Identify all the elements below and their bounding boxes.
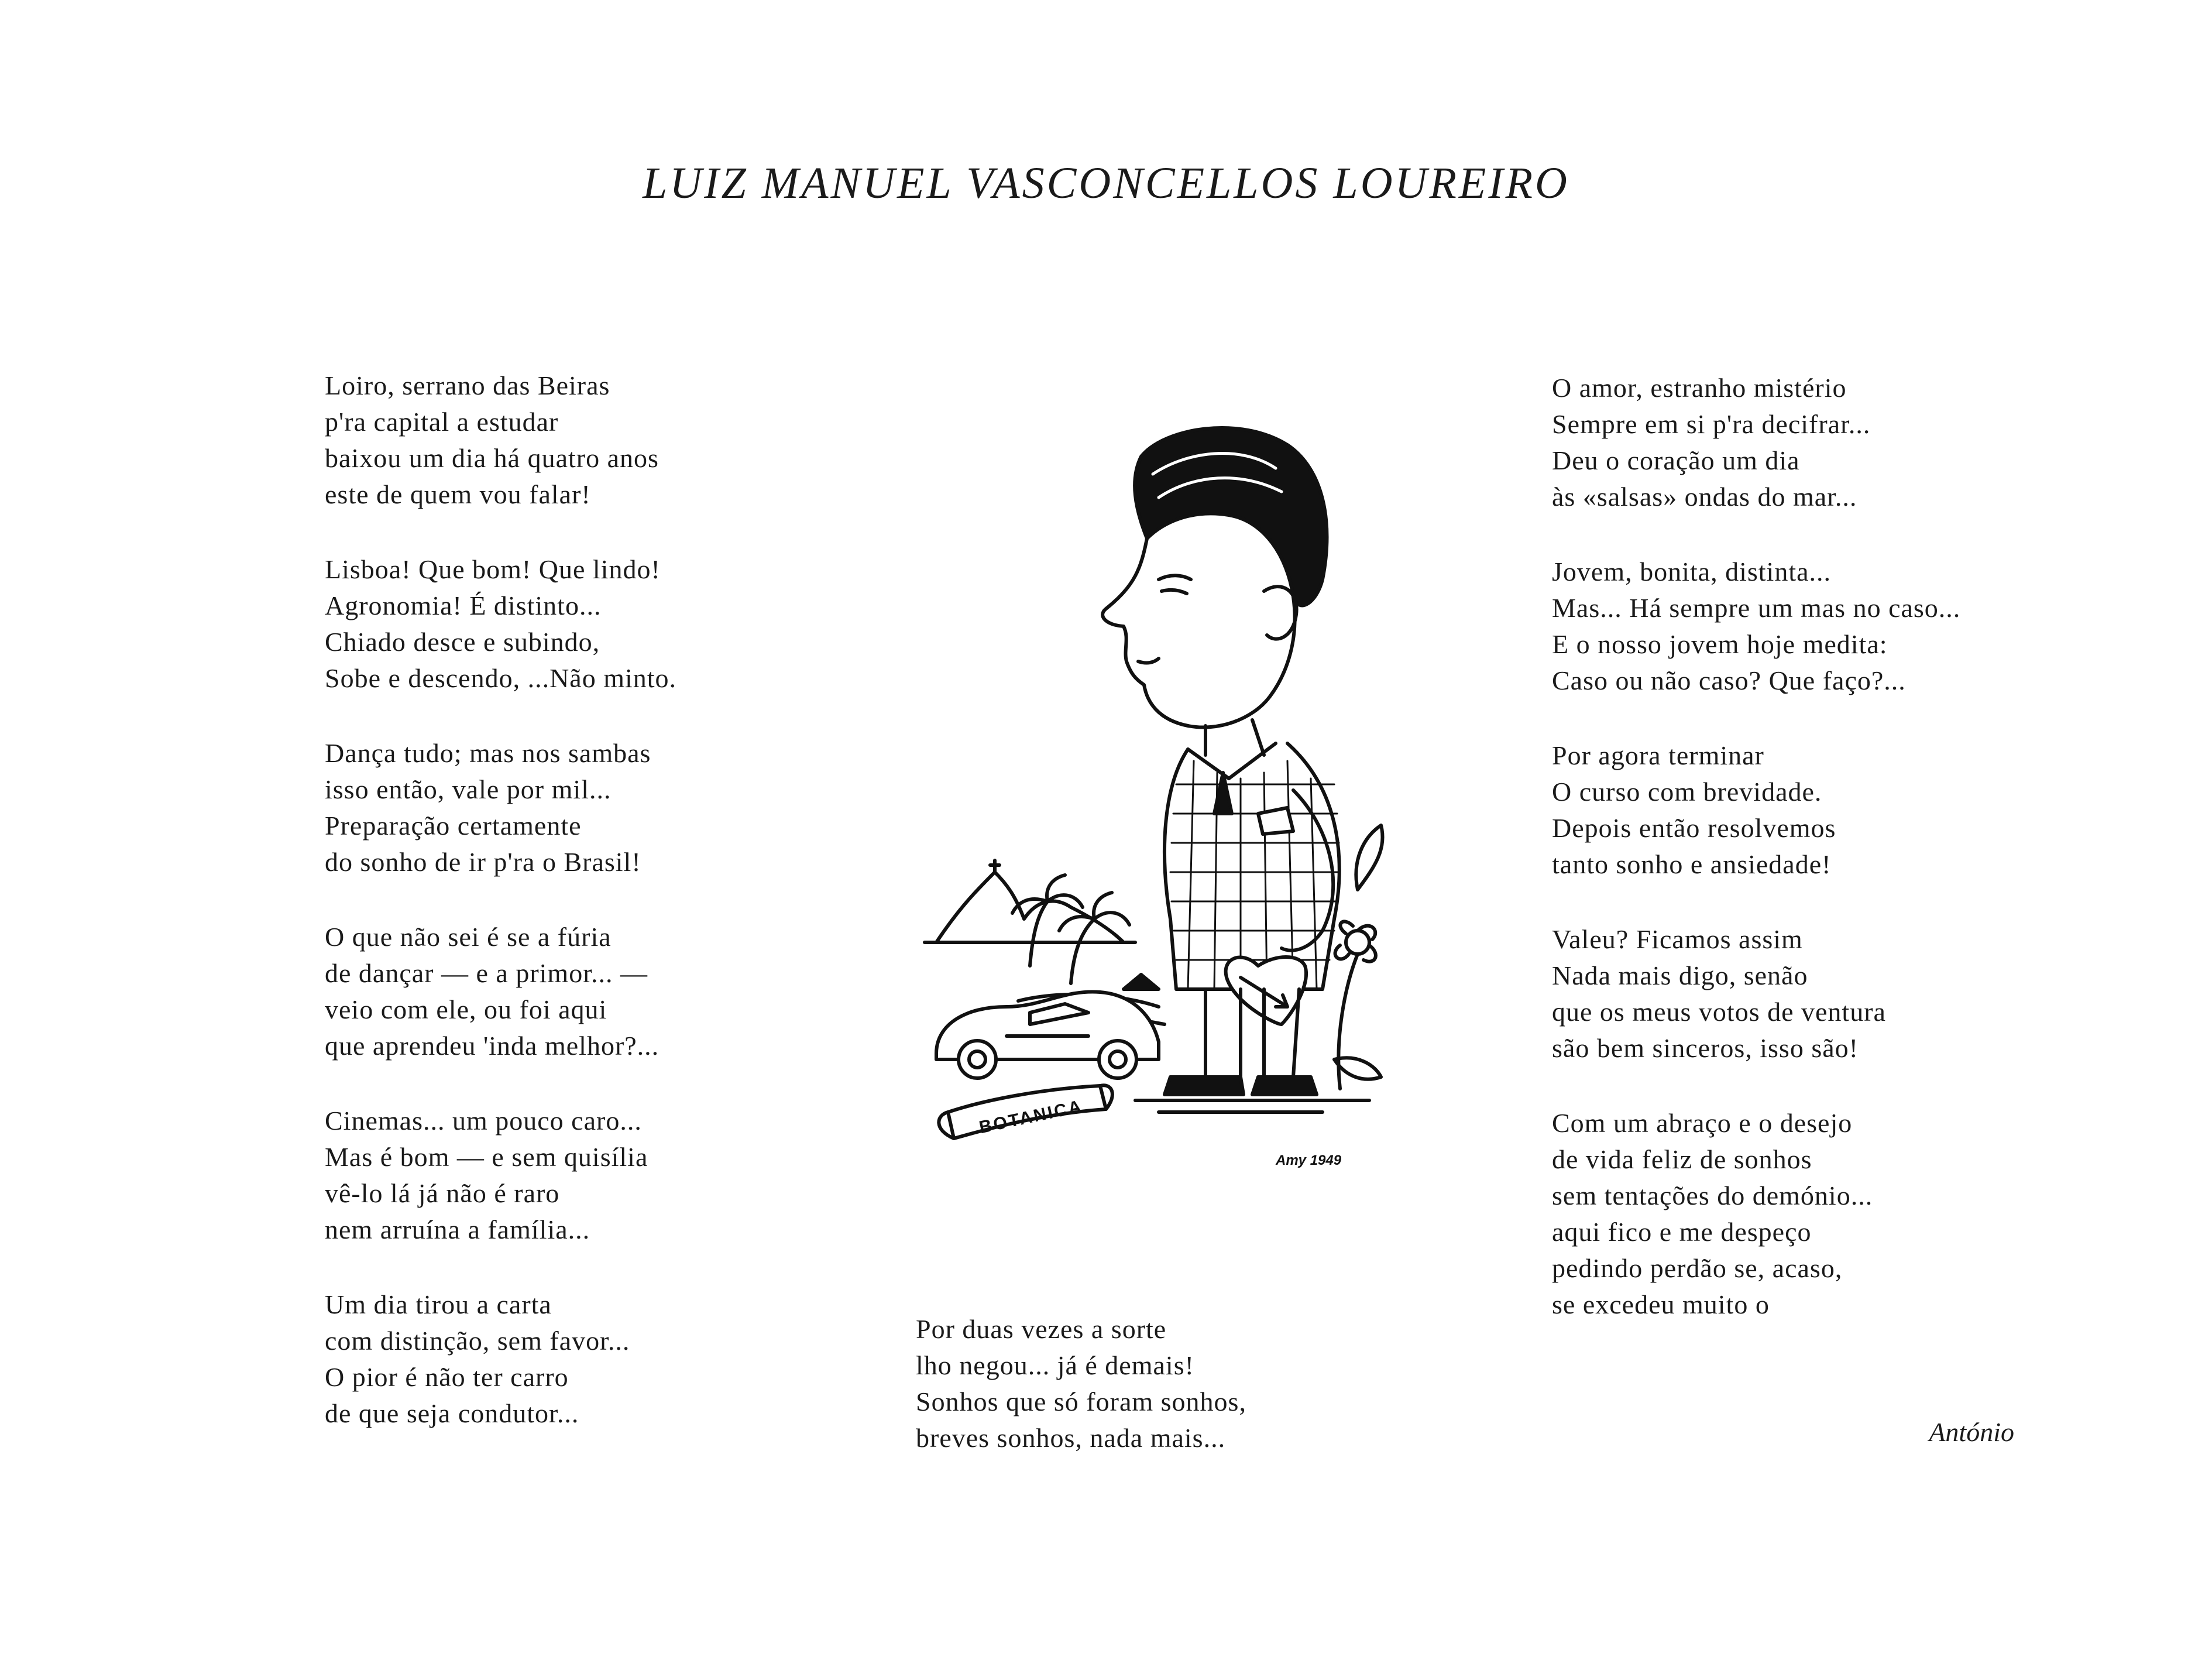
verse-line: Valeu? Ficamos assim (1552, 924, 1803, 954)
stanza (1552, 1105, 1960, 1323)
verse-line: Sobe e descendo, ...Não minto. (325, 663, 677, 693)
stanza (325, 1103, 676, 1248)
author-signature: António (1929, 1417, 2014, 1447)
verse-line: O curso com brevidade. (1552, 777, 1822, 807)
verse-line: Nada mais digo, senão (1552, 961, 1808, 990)
verse-line: nem arruína a família... (325, 1215, 590, 1244)
verse-line: de vida feliz de sonhos (1552, 1144, 1812, 1174)
verse-line: E o nosso jovem hoje medita: (1552, 629, 1888, 659)
verse-line: Com um abraço e o desejo (1552, 1108, 1853, 1138)
verse-line: que aprendeu 'inda melhor?... (325, 1031, 660, 1061)
stanza (1552, 738, 1960, 883)
poem-column-left (325, 368, 676, 1470)
stanza (325, 368, 676, 513)
verse-line: Mas é bom — e sem quisília (325, 1142, 648, 1172)
stanza (325, 1287, 676, 1432)
verse-line: são bem sinceros, isso são! (1552, 1033, 1859, 1063)
stanza (916, 1311, 1246, 1456)
verse-line: Dança tudo; mas nos sambas (325, 738, 651, 768)
banner-label: BOTANICA (977, 1096, 1085, 1138)
verse-line: do sonho de ir p'ra o Brasil! (325, 847, 641, 877)
verse-line: pedindo perdão se, acaso, (1552, 1253, 1843, 1283)
caricature-drawing (913, 404, 1416, 1182)
stanza (325, 919, 676, 1064)
verse-line: sem tentações do demónio... (1552, 1181, 1873, 1210)
verse-line: breves sonhos, nada mais... (916, 1423, 1226, 1453)
verse-line: Chiado desce e subindo, (325, 627, 600, 657)
verse-line: Loiro, serrano das Beiras (325, 371, 610, 400)
verse-line: O amor, estranho mistério (1552, 373, 1847, 403)
caricature-illustration (913, 404, 1416, 1182)
verse-line: vê-lo lá já não é raro (325, 1178, 560, 1208)
verse-line: veio com ele, ou foi aqui (325, 994, 607, 1024)
verse-line: Depois então resolvemos (1552, 813, 1836, 843)
verse-line: Cinemas... um pouco caro... (325, 1106, 642, 1136)
stanza (325, 551, 676, 697)
verse-line: aqui fico e me despeço (1552, 1217, 1812, 1247)
verse-line: Preparação certamente (325, 811, 582, 841)
verse-line: de que seja condutor... (325, 1398, 579, 1428)
verse-line: O pior é não ter carro (325, 1362, 569, 1392)
verse-line: Deu o coração um dia (1552, 445, 1800, 475)
stanza (325, 735, 676, 880)
verse-line: lho negou... já é demais! (916, 1350, 1194, 1380)
verse-line: Agronomia! É distinto... (325, 591, 602, 620)
verse-line: Lisboa! Que bom! Que lindo! (325, 554, 661, 584)
verse-line: se excedeu muito o (1552, 1289, 1770, 1319)
poem-column-middle (916, 1311, 1246, 1495)
verse-line: Um dia tirou a carta (325, 1289, 552, 1319)
verse-line: este de quem vou falar! (325, 479, 591, 509)
verse-line: que os meus votos de ventura (1552, 997, 1886, 1027)
verse-line: Sonhos que só foram sonhos, (916, 1387, 1246, 1416)
verse-line: Por agora terminar (1552, 740, 1764, 770)
page-title: LUIZ MANUEL VASCONCELLOS LOUREIRO (643, 159, 1569, 208)
stanza (1552, 554, 1960, 699)
verse-line: Mas... Há sempre um mas no caso... (1552, 593, 1961, 623)
artist-signature: Amy 1949 (1276, 1153, 1342, 1168)
verse-line: p'ra capital a estudar (325, 407, 559, 437)
verse-line: baixou um dia há quatro anos (325, 443, 659, 473)
verse-line: tanto sonho e ansiedade! (1552, 849, 1832, 879)
poem-column-right (1552, 370, 1960, 1361)
verse-line: Caso ou não caso? Que faço?... (1552, 666, 1906, 695)
verse-line: isso então, vale por mil... (325, 774, 612, 804)
verse-line: Sempre em si p'ra decifrar... (1552, 409, 1871, 439)
verse-line: O que não sei é se a fúria (325, 922, 612, 952)
verse-line: de dançar — e a primor... — (325, 958, 648, 988)
verse-line: Jovem, bonita, distinta... (1552, 557, 1832, 586)
stanza (1552, 370, 1960, 515)
verse-line: com distinção, sem favor... (325, 1326, 630, 1356)
verse-line: às «salsas» ondas do mar... (1552, 482, 1857, 512)
verse-line: Por duas vezes a sorte (916, 1314, 1167, 1344)
stanza (1552, 921, 1960, 1066)
